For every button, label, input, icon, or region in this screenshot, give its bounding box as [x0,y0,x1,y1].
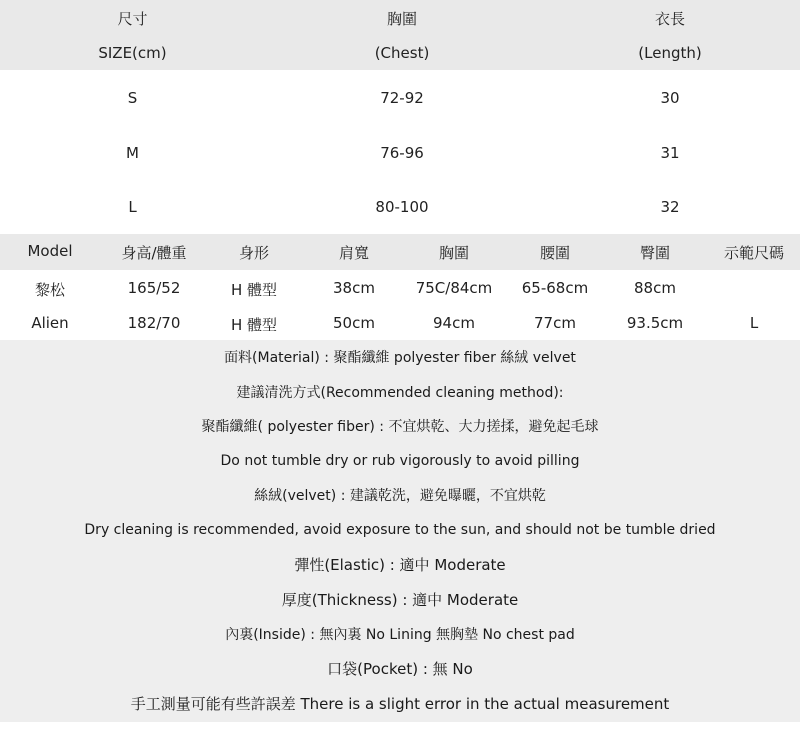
bust-header: 胸圍 [438,244,469,262]
model-header: Model [27,242,73,260]
pocket-note: 口袋(Pocket) : 無 No [327,660,473,678]
hip-cell: 88cm [634,279,676,297]
thickness-note: 厚度(Thickness) : 適中 Moderate [281,591,519,609]
chest-header-en: (Chest) [374,44,430,62]
chest-cell: 76-96 [380,144,424,162]
length-cell: 32 [660,198,680,216]
length-cell: 31 [660,144,680,162]
hip-header: 臀圍 [639,244,670,262]
polyester-care-note-en: Do not tumble dry or rub vigorously to avoid pilling [220,453,580,469]
size-cell: M [126,144,139,162]
model-table-body [0,270,800,340]
velvet-care-note-en: Dry cleaning is recommended, avoid exposure to the sun, and should not be tumble dried [84,522,716,538]
chest-cell: 80-100 [375,198,429,216]
material-note: 面料(Material) : 聚酯纖維 polyester fiber 絲絨 velvet [224,350,576,366]
model-table-header [0,234,800,270]
height-weight-cell: 165/52 [127,279,181,297]
body-type-cell: H 體型 [230,281,278,299]
shoulder-cell: 50cm [333,314,375,332]
measurement-error-note: 手工測量可能有些許誤差 There is a slight error in the actual measurement [130,695,670,713]
worn-size-cell: L [749,314,759,332]
inside-note: 內裏(Inside) : 無內裏 No Lining 無胸墊 No chest pad [225,627,575,643]
height-weight-header: 身高/體重 [121,244,187,262]
cleaning-method-heading: 建議清洗方式(Recommended cleaning method): [236,385,564,401]
size-cell: S [127,89,138,107]
length-cell: 30 [660,89,680,107]
body-type-header: 身形 [238,244,269,262]
elastic-note: 彈性(Elastic) : 適中 Moderate [294,556,506,574]
height-weight-cell: 182/70 [127,314,181,332]
body-type-cell: H 體型 [230,316,278,334]
waist-header: 腰圍 [539,244,570,262]
length-header-zh: 衣長 [654,10,685,28]
waist-cell: 65-68cm [521,279,589,297]
bust-cell: 75C/84cm [415,279,493,297]
product-notes [0,340,800,722]
bust-cell: 94cm [433,314,475,332]
worn-size-header: 示範尺碼 [723,244,784,262]
model-name-cell: Alien [31,314,69,332]
velvet-care-note: 絲絨(velvet) : 建議乾洗，避免曝曬，不宜烘乾 [254,488,546,504]
size-table-header [0,0,800,70]
size-header-zh: 尺寸 [117,10,148,28]
shoulder-cell: 38cm [333,279,375,297]
chest-cell: 72-92 [380,89,424,107]
hip-cell: 93.5cm [626,314,684,332]
length-header-en: (Length) [638,44,702,62]
size-cell: L [128,198,137,216]
waist-cell: 77cm [534,314,576,332]
size-table-body [0,70,800,234]
chest-header-zh: 胸圍 [386,10,417,28]
shoulder-header: 肩寬 [338,244,369,262]
polyester-care-note: 聚酯纖維( polyester fiber) : 不宜烘乾、大力搓揉，避免起毛球 [201,419,599,435]
model-name-cell: 黎松 [34,281,65,299]
size-header-en: SIZE(cm) [98,44,167,62]
